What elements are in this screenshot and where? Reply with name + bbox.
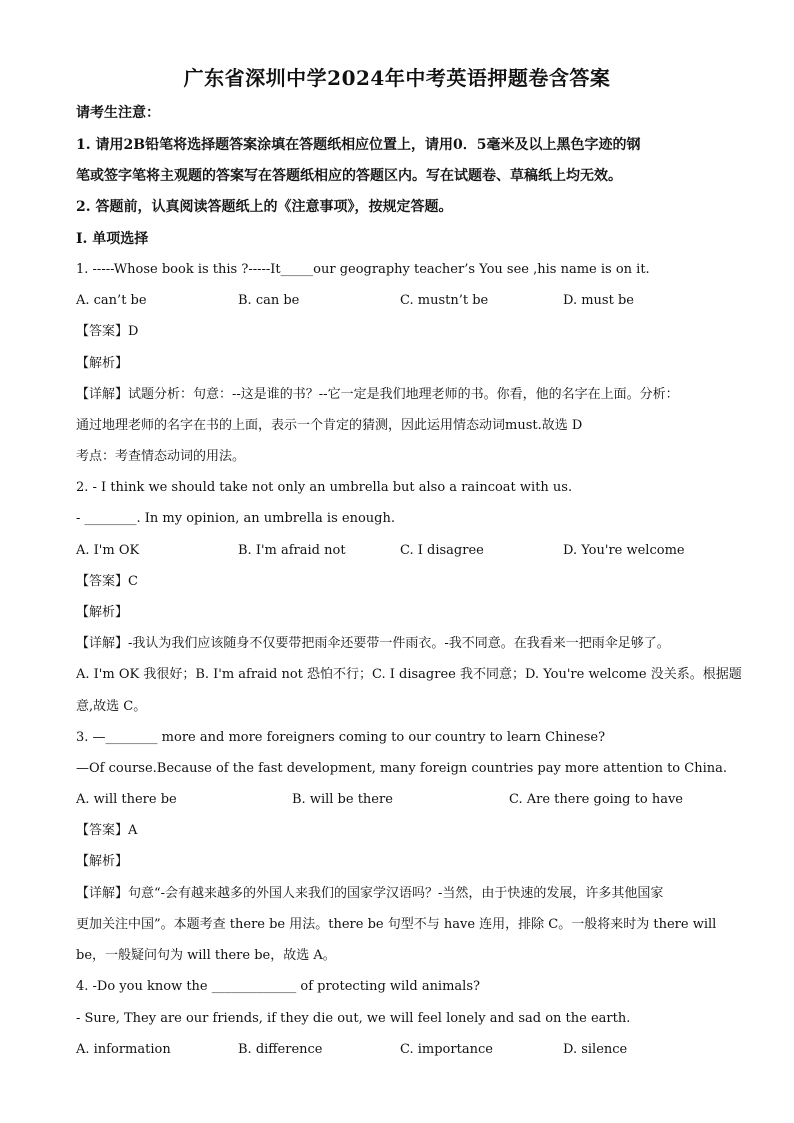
analysis-label: 【解析】 bbox=[76, 854, 129, 869]
option-a: A. will there be bbox=[76, 792, 177, 807]
detail-text: be，一般疑问句为 will there be，故选 A。 bbox=[76, 948, 336, 963]
option-d: D. You're welcome bbox=[563, 543, 685, 558]
detail-text: A. I'm OK 我很好；B. I'm afraid not 恐怕不行；C. I disagree 我不同意；D. You're welcome 没关系。根据题 bbox=[76, 667, 742, 682]
section-title: Ⅰ. 单项选择 bbox=[76, 231, 149, 247]
answer-label: 【答案】D bbox=[76, 324, 139, 339]
analysis-label: 【解析】 bbox=[76, 356, 129, 371]
option-a: A. can’t be bbox=[76, 293, 147, 308]
option-c: C. I disagree bbox=[400, 543, 484, 558]
detail-text: 【详解】试题分析：句意：--这是谁的书？--它一定是我们地理老师的书。你看，他的名字在上面。分析： bbox=[76, 387, 679, 402]
option-c: C. mustn’t be bbox=[400, 293, 489, 308]
answer-label: 【答案】A bbox=[76, 823, 138, 838]
notice-item: 1. 请用2B铅笔将选择题答案涂填在答题纸相应位置上，请用0．5毫米及以上黑色字迹的钢 bbox=[76, 137, 641, 153]
detail-text: 考点：考查情态动词的用法。 bbox=[76, 449, 246, 464]
detail-text: 【详解】-我认为我们应该随身不仅要带把雨伞还要带一件雨衣。-我不同意。在我看来一把雨伞足够了。 bbox=[76, 636, 670, 651]
option-c: C. importance bbox=[400, 1042, 493, 1057]
analysis-label: 【解析】 bbox=[76, 605, 129, 620]
notice-item: 笔或签字笔将主观题的答案写在答题纸相应的答题区内。写在试题卷、草稿纸上均无效。 bbox=[76, 168, 622, 184]
detail-text: 更加关注中国”。本题考查 there be 用法。there be 句型不与 have 连用，排除 C。一般将来时为 there will bbox=[76, 917, 717, 932]
option-b: B. will be there bbox=[292, 792, 393, 807]
option-b: B. difference bbox=[238, 1042, 323, 1057]
option-a: A. information bbox=[76, 1042, 171, 1057]
question-stem: 2. - I think we should take not only an umbrella but also a raincoat with us. bbox=[76, 480, 573, 495]
option-d: D. silence bbox=[563, 1042, 628, 1057]
option-d: D. must be bbox=[563, 293, 634, 308]
option-b: B. can be bbox=[238, 293, 300, 308]
question-stem: 1. -----Whose book is this ?-----It_____our geography teacher’s You see ,his name is on it. bbox=[76, 262, 650, 277]
detail-text: 【详解】句意“-会有越来越多的外国人来我们的国家学汉语吗？-当然，由于快速的发展，许多其他国家 bbox=[76, 886, 664, 901]
question-stem: 3. —________ more and more foreigners coming to our country to learn Chinese? bbox=[76, 730, 606, 745]
option-b: B. I'm afraid not bbox=[238, 543, 346, 558]
question-stem: 4. -Do you know the _____________ of protecting wild animals? bbox=[76, 979, 480, 994]
question-stem: - ________. In my opinion, an umbrella is enough. bbox=[76, 511, 395, 526]
option-c: C. Are there going to have bbox=[509, 792, 683, 807]
notice-heading: 请考生注意： bbox=[76, 105, 160, 121]
option-a: A. I'm OK bbox=[76, 543, 140, 558]
question-stem: - Sure, They are our friends, if they die out, we will feel lonely and sad on the earth. bbox=[76, 1011, 631, 1026]
detail-text: 意,故选 C。 bbox=[76, 699, 147, 714]
answer-label: 【答案】C bbox=[76, 574, 138, 589]
notice-item: 2. 答题前，认真阅读答题纸上的《注意事项》，按规定答题。 bbox=[76, 199, 453, 215]
question-stem: —Of course.Because of the fast development, many foreign countries pay more attention to China. bbox=[76, 761, 728, 776]
document-title: 广东省深圳中学2024年中考英语押题卷含答案 bbox=[183, 66, 611, 90]
detail-text: 通过地理老师的名字在书的上面，表示一个肯定的猜测，因此运用情态动词must.故选 D bbox=[76, 418, 583, 433]
